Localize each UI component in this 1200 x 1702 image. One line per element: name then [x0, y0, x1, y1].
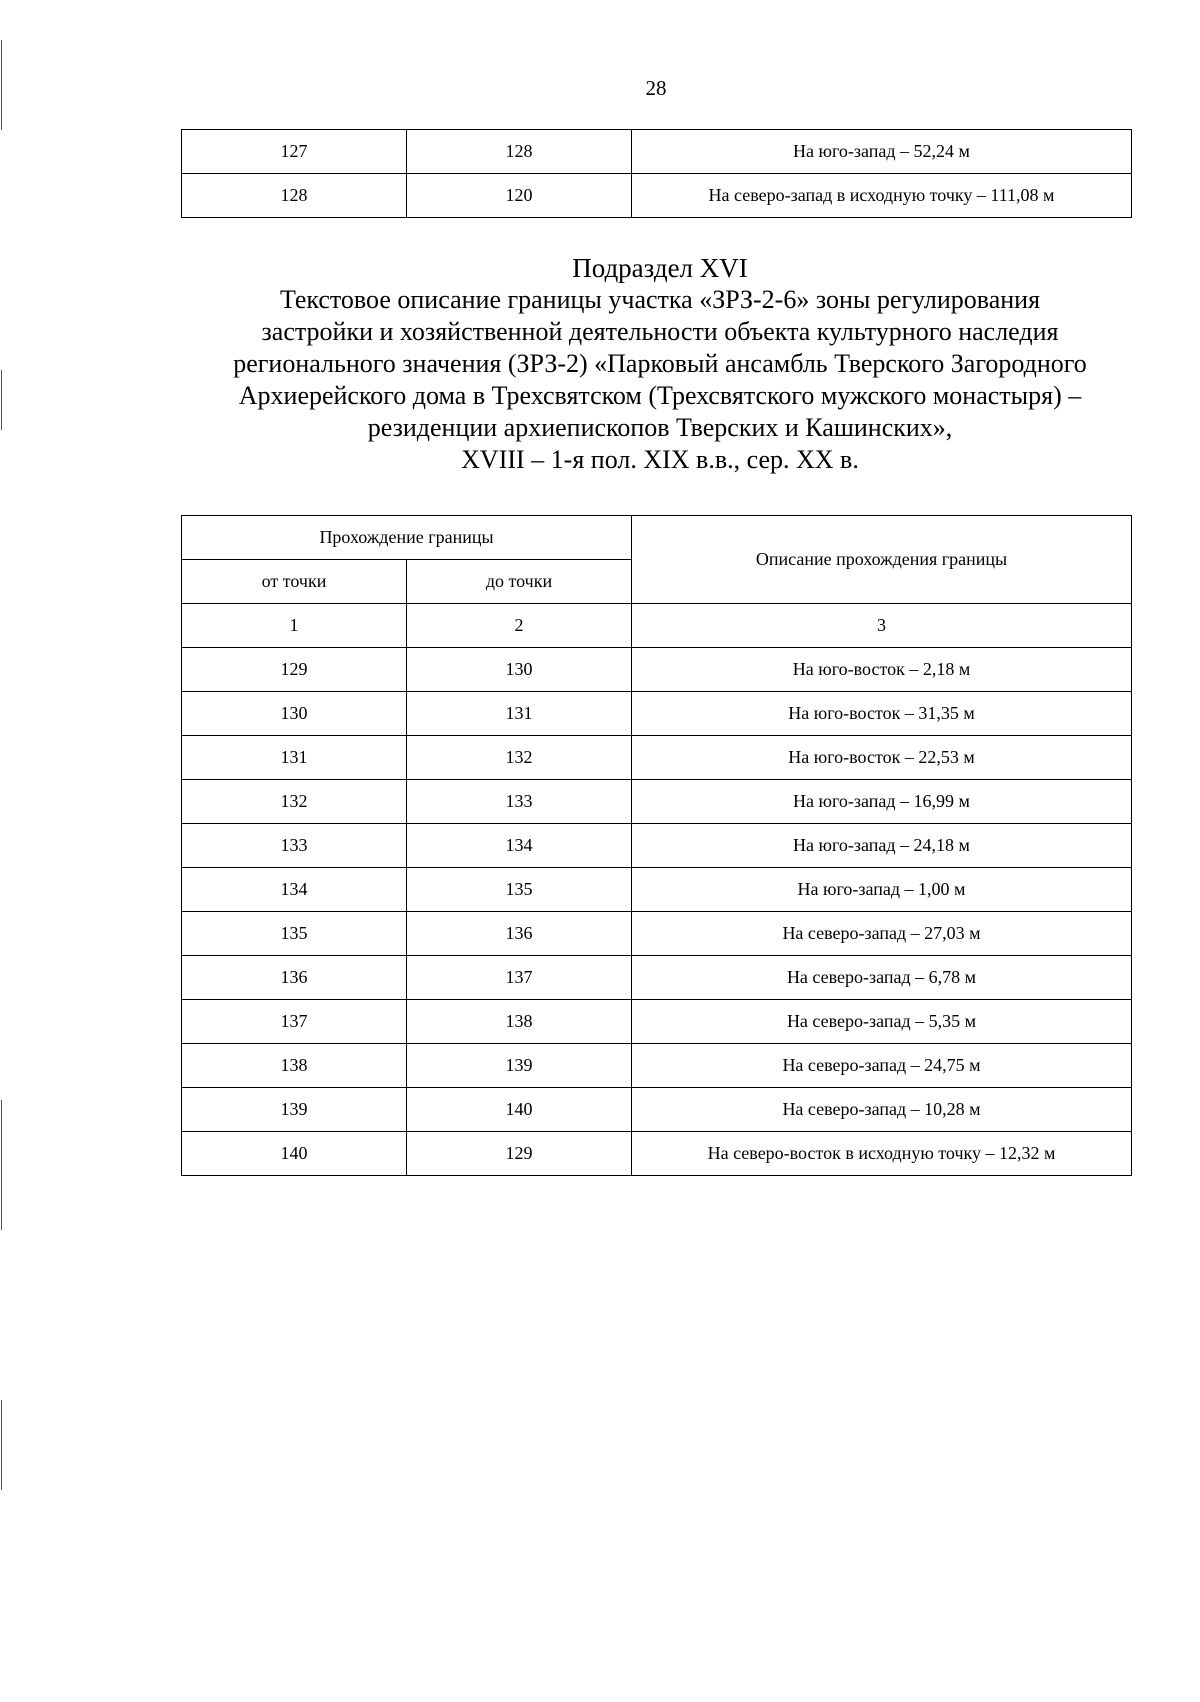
- header-description-cell: Описание прохождения границы: [632, 516, 1132, 604]
- to-point-cell: 135: [407, 868, 632, 912]
- description-cell: На юго-восток – 31,35 м: [632, 692, 1132, 736]
- table-row: [182, 824, 1132, 868]
- description-cell: На юго-восток – 2,18 м: [632, 648, 1132, 692]
- table-row: [182, 956, 1132, 1000]
- heading-line: Текстовое описание границы участка «ЗРЗ-2-6» зоны регулирования: [279, 285, 1041, 314]
- from-point-cell: 137: [182, 1000, 407, 1044]
- table-row: [182, 1132, 1132, 1176]
- to-point-cell: 130: [407, 648, 632, 692]
- heading-line: регионального значения (ЗРЗ-2) «Парковый ансамбль Тверского Загородного: [233, 349, 1087, 378]
- table-header: [182, 516, 1132, 648]
- table-row: [182, 174, 1132, 218]
- table-row: [182, 648, 1132, 692]
- to-point-cell: 128: [407, 130, 632, 174]
- table-body: [182, 648, 1132, 1176]
- to-point-cell: 129: [407, 1132, 632, 1176]
- table-row: [182, 868, 1132, 912]
- to-point-cell: 120: [407, 174, 632, 218]
- description-cell: На юго-восток – 22,53 м: [632, 736, 1132, 780]
- to-point-cell: 133: [407, 780, 632, 824]
- column-number-cell: 1: [182, 604, 407, 648]
- from-point-cell: 139: [182, 1088, 407, 1132]
- from-point-cell: 128: [182, 174, 407, 218]
- from-point-cell: 132: [182, 780, 407, 824]
- header-group-cell: Прохождение границы: [182, 516, 632, 560]
- subsection-title: Подраздел XVI: [572, 253, 748, 283]
- from-point-cell: 138: [182, 1044, 407, 1088]
- to-point-cell: 138: [407, 1000, 632, 1044]
- from-point-cell: 131: [182, 736, 407, 780]
- table-row: [182, 1000, 1132, 1044]
- header-from-cell: от точки: [182, 560, 407, 604]
- from-point-cell: 133: [182, 824, 407, 868]
- to-point-cell: 136: [407, 912, 632, 956]
- heading-line: застройки и хозяйственной деятельности объекта культурного наследия: [261, 317, 1059, 346]
- to-point-cell: 132: [407, 736, 632, 780]
- continuation-table-body: [182, 130, 1132, 218]
- heading-line: XVIII – 1-я пол. XIX в.в., сер. XX в.: [461, 445, 859, 474]
- from-point-cell: 134: [182, 868, 407, 912]
- description-cell: На юго-запад – 1,00 м: [632, 868, 1132, 912]
- boundary-continuation-table: [181, 129, 1132, 218]
- description-cell: На северо-запад – 10,28 м: [632, 1088, 1132, 1132]
- description-cell: На северо-восток в исходную точку – 12,32 м: [632, 1132, 1132, 1176]
- to-point-cell: 139: [407, 1044, 632, 1088]
- to-point-cell: 140: [407, 1088, 632, 1132]
- from-point-cell: 129: [182, 648, 407, 692]
- to-point-cell: 131: [407, 692, 632, 736]
- table-row: [182, 692, 1132, 736]
- table-row: [182, 1088, 1132, 1132]
- scan-edge-mark: [1, 1100, 2, 1230]
- from-point-cell: 130: [182, 692, 407, 736]
- description-cell: На юго-запад – 24,18 м: [632, 824, 1132, 868]
- description-cell: На северо-запад – 5,35 м: [632, 1000, 1132, 1044]
- table-row: [182, 780, 1132, 824]
- header-to-cell: до точки: [407, 560, 632, 604]
- boundary-description-table: [181, 515, 1132, 1176]
- scan-edge-mark: [1, 1400, 2, 1490]
- description-cell: На северо-запад в исходную точку – 111,08 м: [632, 174, 1132, 218]
- page-number: 28: [645, 76, 667, 100]
- scan-edge-mark: [1, 370, 2, 430]
- description-cell: На юго-запад – 16,99 м: [632, 780, 1132, 824]
- from-point-cell: 135: [182, 912, 407, 956]
- heading-line: резиденции архиепископов Тверских и Кашинских»,: [367, 413, 953, 442]
- column-number-cell: 3: [632, 604, 1132, 648]
- column-number-cell: 2: [407, 604, 632, 648]
- table-row: [182, 130, 1132, 174]
- section-heading: [170, 252, 1150, 476]
- table-row: [182, 1044, 1132, 1088]
- description-cell: На северо-запад – 27,03 м: [632, 912, 1132, 956]
- from-point-cell: 136: [182, 956, 407, 1000]
- table-row: [182, 912, 1132, 956]
- description-cell: На северо-запад – 24,75 м: [632, 1044, 1132, 1088]
- heading-line: Архиерейского дома в Трехсвятском (Трехсвятского мужского монастыря) –: [238, 381, 1082, 410]
- from-point-cell: 140: [182, 1132, 407, 1176]
- description-cell: На юго-запад – 52,24 м: [632, 130, 1132, 174]
- to-point-cell: 137: [407, 956, 632, 1000]
- description-cell: На северо-запад – 6,78 м: [632, 956, 1132, 1000]
- table-row: [182, 736, 1132, 780]
- to-point-cell: 134: [407, 824, 632, 868]
- from-point-cell: 127: [182, 130, 407, 174]
